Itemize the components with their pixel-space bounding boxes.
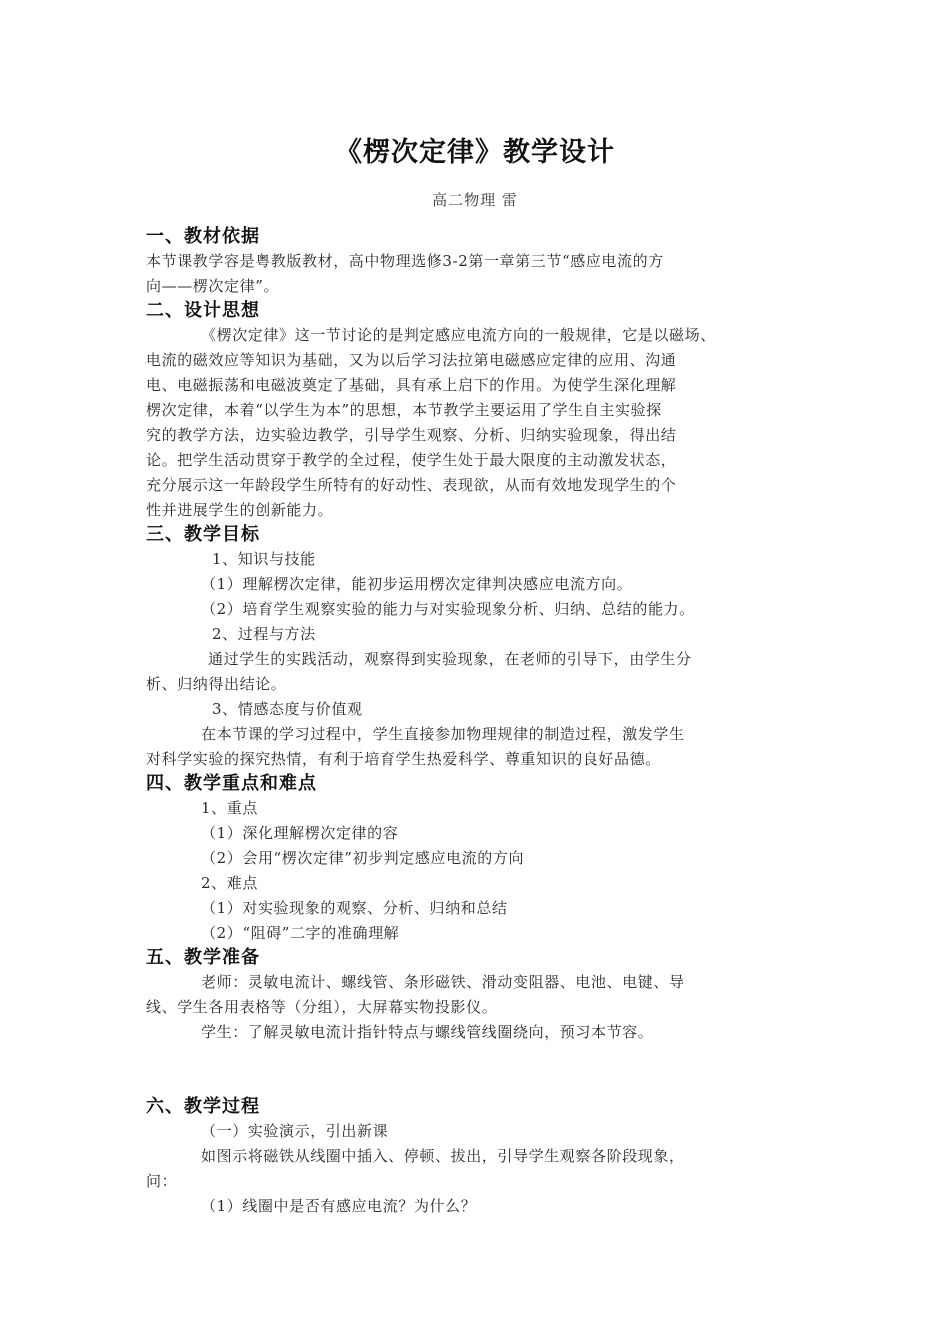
- paragraph-line: 电、电磁振荡和电磁波奠定了基础，具有承上启下的作用。为使学生深化理解: [146, 376, 677, 394]
- paragraph-line: 老师：灵敏电流计、螺线管、条形磁铁、滑动变阻器、电池、电键、导: [201, 973, 685, 991]
- paragraph-line: 楞次定律，本着“以学生为本”的思想，本节教学主要运用了学生自主实验探: [146, 401, 662, 419]
- section-heading-preparation: 五、教学准备: [146, 947, 260, 968]
- paragraph-line: 线、学生各用表格等（分组），大屏幕实物投影仪。: [146, 998, 498, 1016]
- sub-heading: 2、难点: [201, 874, 258, 892]
- paragraph-line: 向——楞次定律”。: [146, 277, 280, 295]
- section-heading-textbook-basis: 一、教材依据: [146, 226, 260, 247]
- section-heading-teaching-process: 六、教学过程: [146, 1096, 260, 1117]
- sub-heading: 1、重点: [201, 799, 258, 817]
- paragraph-line: 充分展示这一年龄段学生所特有的好动性、表现欲，从而有效地发现学生的个: [146, 476, 677, 494]
- document-body: [146, 225, 826, 1219]
- list-item: （1）对实验现象的观察、分析、归纳和总结: [201, 899, 508, 917]
- list-item: （1）线圈中是否有感应电流？为什么？: [201, 1197, 477, 1215]
- paragraph-line: 学生：了解灵敏电流计指针特点与螺线管线圈绕向，预习本节容。: [201, 1023, 654, 1041]
- paragraph-line: 《楞次定律》这一节讨论的是判定感应电流方向的一般规律，它是以磁场、: [201, 326, 716, 344]
- sub-heading: 2、过程与方法: [212, 625, 316, 643]
- paragraph-line: 通过学生的实践活动，观察得到实验现象，在老师的引导下，由学生分: [208, 650, 692, 668]
- sub-heading: （一）实验演示，引出新课: [201, 1122, 389, 1140]
- list-item: （2）“阻碍”二字的准确理解: [201, 924, 400, 942]
- paragraph-line: 问：: [146, 1172, 178, 1190]
- paragraph-line: 究的教学方法，边实验边教学，引导学生观察、分析、归纳实验现象，得出结: [146, 426, 677, 444]
- section-heading-teaching-goals: 三、教学目标: [146, 524, 260, 545]
- section-heading-key-points: 四、教学重点和难点: [146, 773, 317, 794]
- section-heading-design-idea: 二、设计思想: [146, 300, 260, 321]
- list-item: （2）会用“楞次定律”初步判定感应电流的方向: [201, 849, 525, 867]
- list-item: （1）理解楞次定律，能初步运用楞次定律判决感应电流方向。: [201, 575, 633, 593]
- document-title: 《楞次定律》教学设计: [335, 137, 615, 168]
- list-item: （2）培育学生观察实验的能力与对实验现象分析、归纳、总结的能力。: [201, 600, 695, 618]
- list-item: （1）深化理解楞次定律的容: [201, 824, 399, 842]
- paragraph-line: 析、归纳得出结论。: [146, 675, 287, 693]
- sub-heading: 3、情感态度与价值观: [212, 700, 363, 718]
- paragraph-line: 对科学实验的探究热情，有利于培育学生热爱科学、尊重知识的良好品德。: [146, 750, 661, 768]
- paragraph-line: 在本节课的学习过程中，学生直接参加物理规律的制造过程，激发学生: [201, 725, 685, 743]
- paragraph-line: 论。把学生活动贯穿于教学的全过程，使学生处于最大限度的主动激发状态，: [146, 451, 677, 469]
- paragraph-line: 电流的磁效应等知识为基础，又为以后学习法拉第电磁感应定律的应用、沟通: [146, 351, 677, 369]
- paragraph-line: 性并进展学生的创新能力。: [146, 501, 334, 519]
- blank-space: [146, 1045, 826, 1095]
- paragraph-line: 本节课教学容是粤教版教材，高中物理选修3-2第一章第三节“感应电流的方: [146, 252, 664, 270]
- document-subtitle: 高二物理 雷: [432, 191, 518, 209]
- paragraph-line: 如图示将磁铁从线圈中插入、停顿、拔出，引导学生观察各阶段现象，: [201, 1147, 685, 1165]
- sub-heading: 1、知识与技能: [212, 550, 316, 568]
